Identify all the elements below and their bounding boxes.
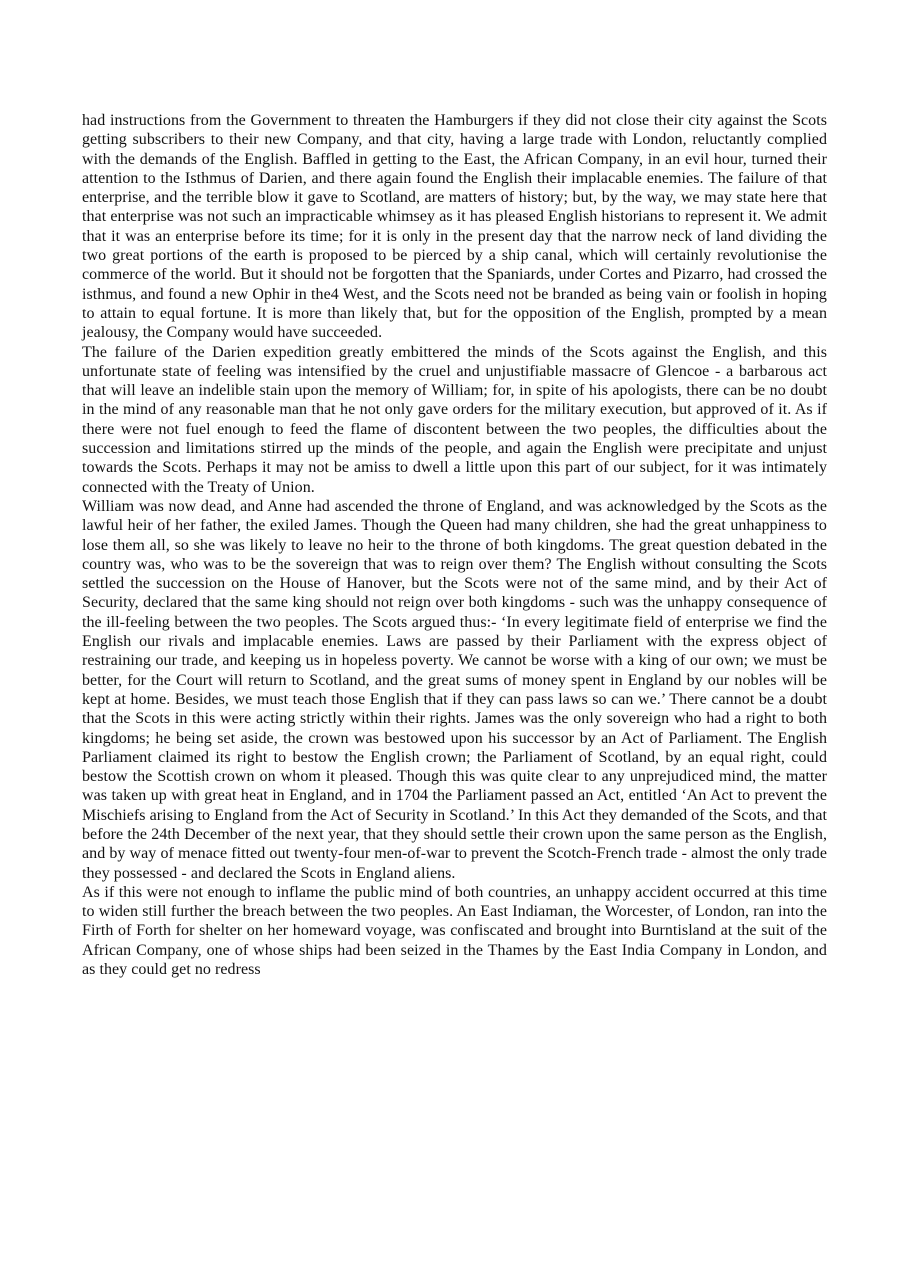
- paragraph: The failure of the Darien expedition greatly embittered the minds of the Scots against the English, and this unfortunate state of feeling was intensified by the cruel and unjustifiable massacre of Glencoe - a barbarous act that will leave an indelible stain upon the memory of William; for, in spite of his apologists, there can be no doubt in the mind of any reasonable man that he not only gave orders for the military execution, but approved of it. As if there were not fuel enough to feed the flame of discontent between the two peoples, the difficulties about the succession and limitations stirred up the minds of the people, and again the English were precipitate and unjust towards the Scots. Perhaps it may not be amiss to dwell a little upon this part of our subject, for it was intimately connected with the Treaty of Union.: [82, 343, 827, 496]
- paragraph: William was now dead, and Anne had ascended the throne of England, and was acknowledged by the Scots as the lawful heir of her father, the exiled James. Though the Queen had many children, she had the great unhappiness to lose them all, so she was likely to leave no heir to the throne of both kingdoms. The great question debated in the country was, who was to be the sovereign that was to reign over them? The English without consulting the Scots settled the succession on the House of Hanover, but the Scots were not of the same mind, and by their Act of Security, declared that the same king should not reign over both kingdoms - such was the unhappy consequence of the ill-feeling between the two peoples. The Scots argued thus:- ‘In every legitimate field of enterprise we find the English our rivals and implacable enemies. Laws are passed by their Parliament with the express object of restraining our trade, and keeping us in hopeless poverty. We cannot be worse with a king of our own; we must be better, for the Court will return to Scotland, and the great sums of money spent in England by our nobles will be kept at home. Besides, we must teach those English that if they can pass laws so can we.’ There cannot be a doubt that the Scots in this were acting strictly within their rights. James was the only sovereign who had a right to both kingdoms; he being set aside, the crown was bestowed upon his successor by an Act of Parliament. The English Parliament claimed its right to bestow the English crown; the Parliament of Scotland, by an equal right, could bestow the Scottish crown on whom it pleased. Though this was quite clear to any unprejudiced mind, the matter was taken up with great heat in England, and in 1704 the Parliament passed an Act, entitled ‘An Act to prevent the Mischiefs arising to England from the Act of Security in Scotland.’ In this Act they demanded of the Scots, and that before the 24th December of the next year, that they should settle their crown upon the same person as the English, and by way of menace fitted out twenty-four men-of-war to prevent the Scotch-French trade - almost the only trade they possessed - and declared the Scots in England aliens.: [82, 497, 827, 882]
- paragraph: As if this were not enough to inflame the public mind of both countries, an unhappy accident occurred at this time to widen still further the breach between the two peoples. An East Indiaman, the Worcester, of London, ran into the Firth of Forth for shelter on her homeward voyage, was confiscated and brought into Burntisland at the suit of the African Company, one of whose ships had been seized in the Thames by the East India Company in London, and as they could get no redress: [82, 883, 827, 979]
- paragraph: had instructions from the Government to threaten the Hamburgers if they did not close their city against the Scots getting subscribers to their new Company, and that city, having a large trade with London, reluctantly complied with the demands of the English. Baffled in getting to the East, the African Company, in an evil hour, turned their attention to the Isthmus of Darien, and there again found the English their implacable enemies. The failure of that enterprise, and the terrible blow it gave to Scotland, are matters of history; but, by the way, we may state here that that enterprise was not such an impracticable whimsey as it has pleased English historians to represent it. We admit that it was an enterprise before its time; for it is only in the present day that the narrow neck of land dividing the two great portions of the earth is proposed to be pierced by a ship canal, which will certainly revolutionise the commerce of the world. But it should not be forgotten that the Spaniards, under Cortes and Pizarro, had crossed the isthmus, and found a new Ophir in the4 West, and the Scots need not be branded as being vain or foolish in hoping to attain to equal fortune. It is more than likely that, but for the opposition of the English, prompted by a mean jealousy, the Company would have succeeded.: [82, 112, 827, 342]
- page-body: [82, 111, 827, 979]
